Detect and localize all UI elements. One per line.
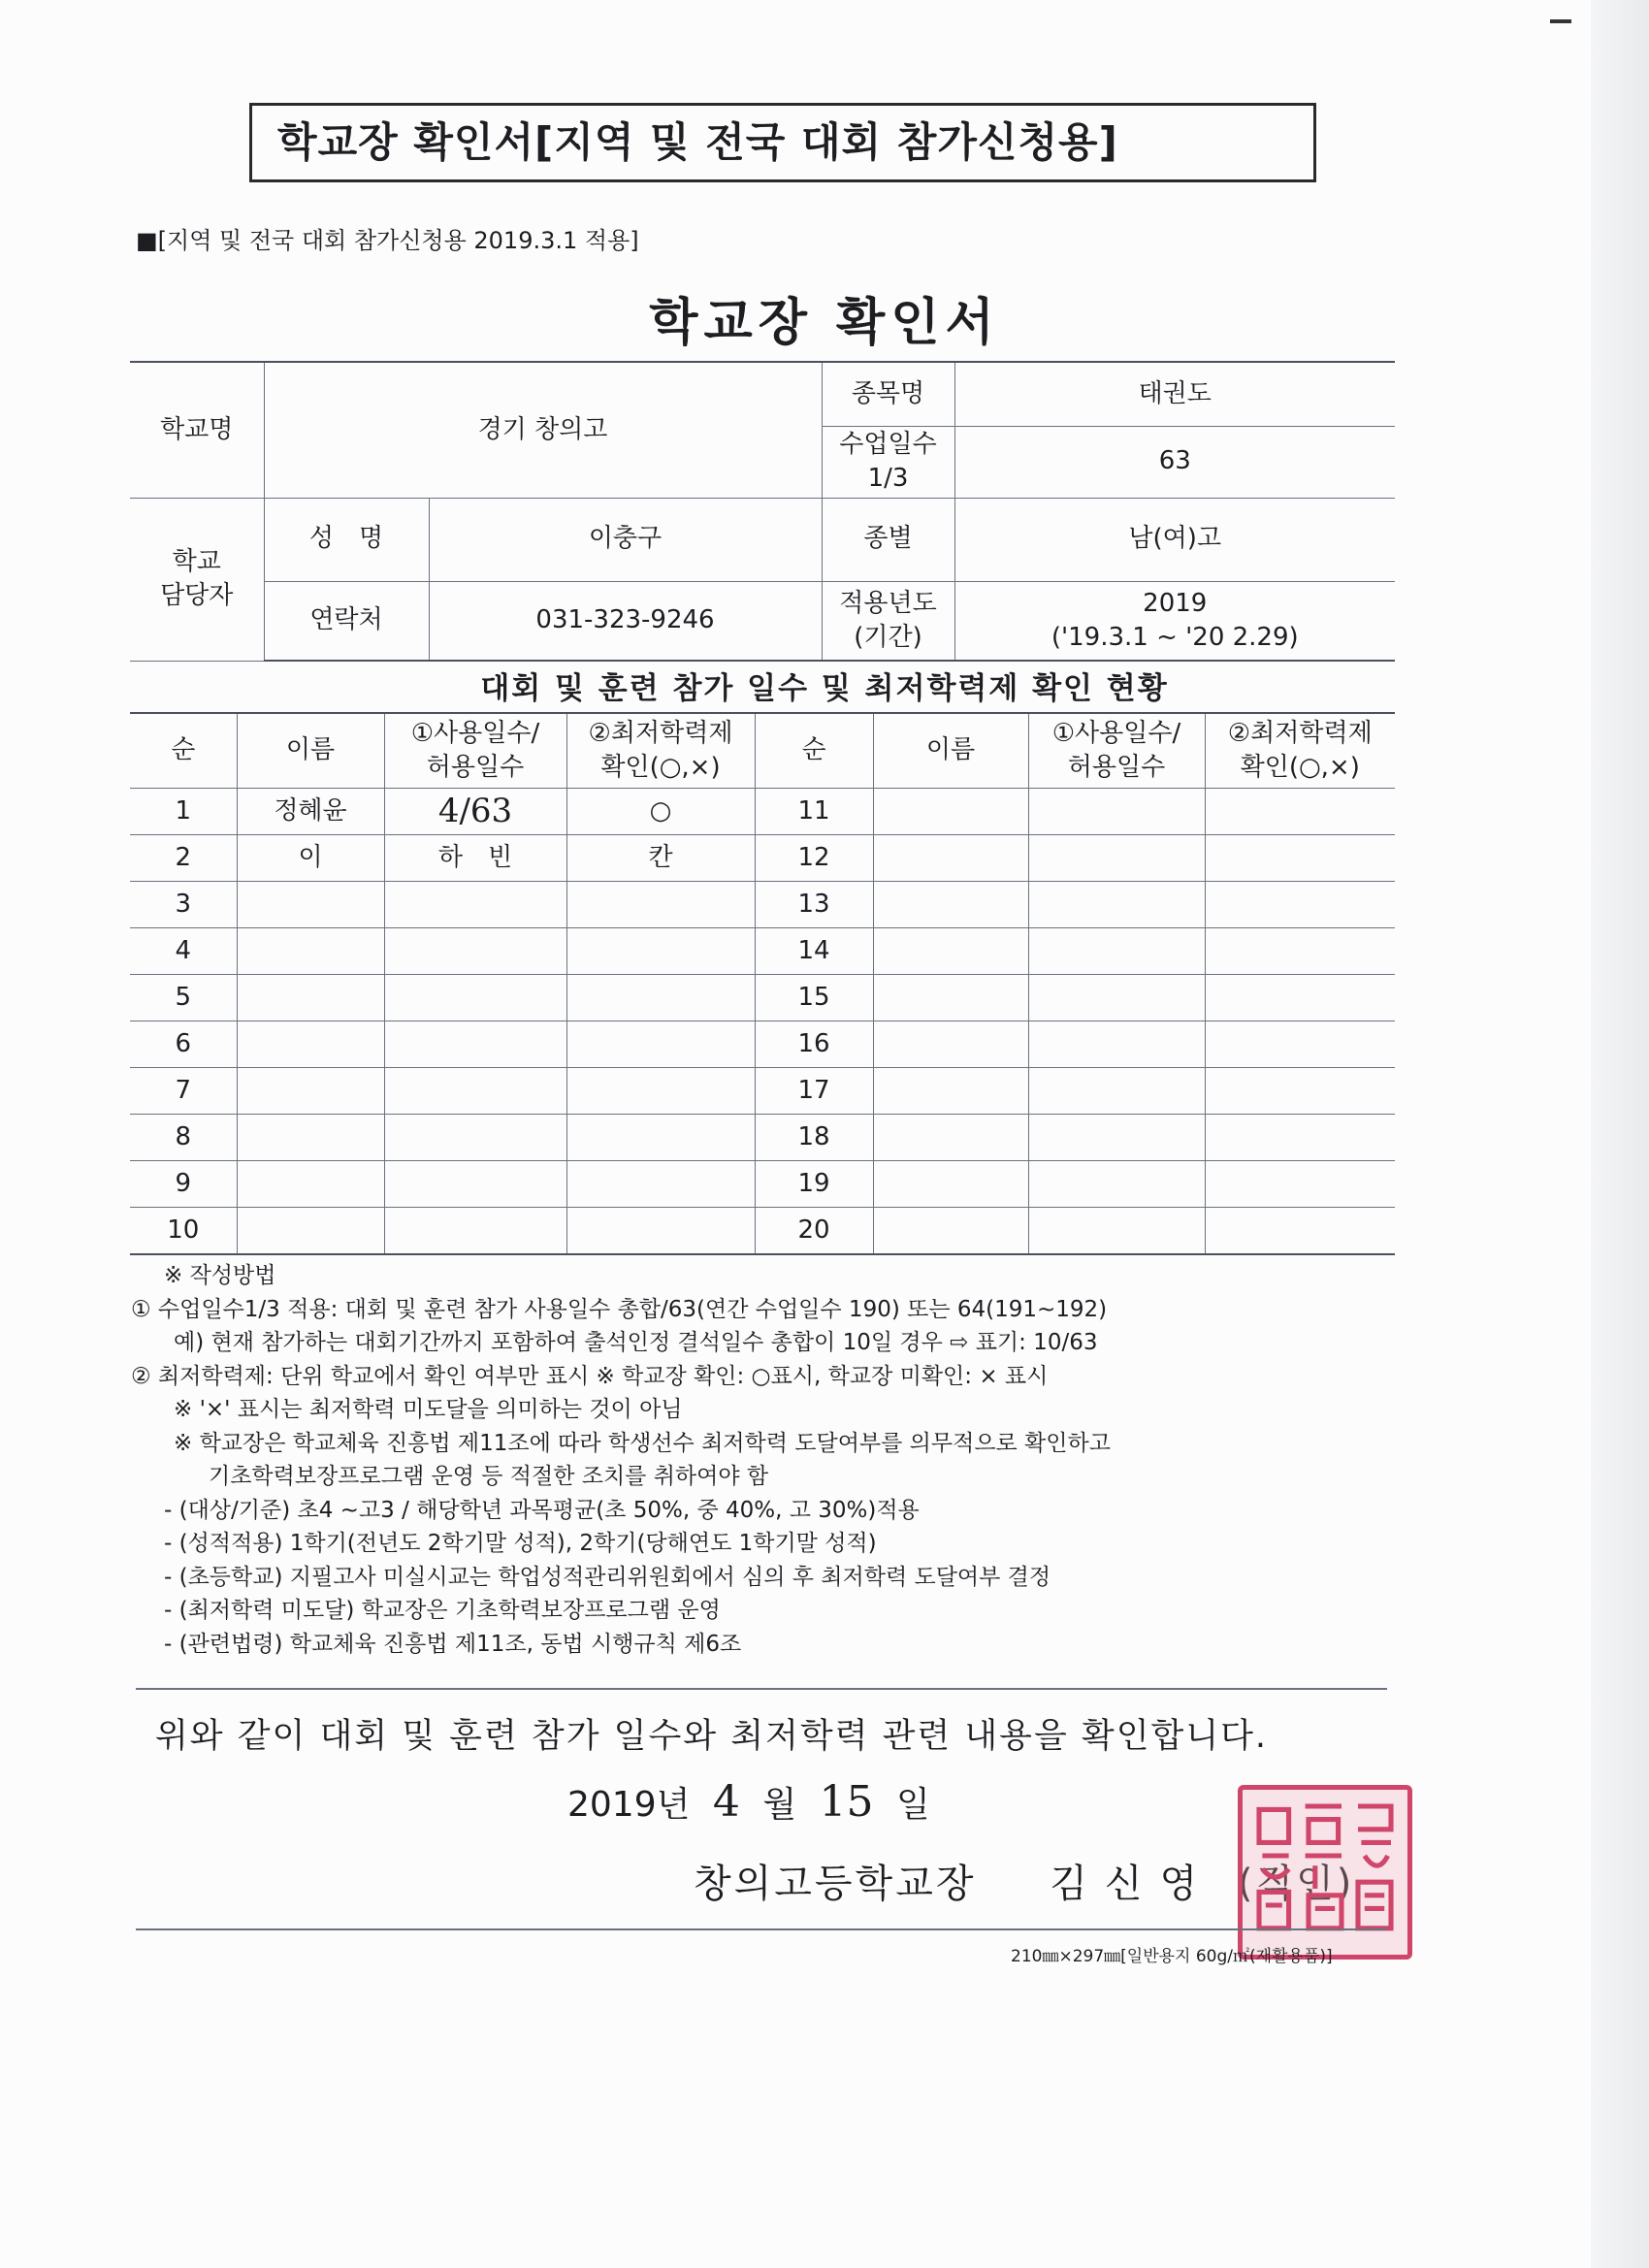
row-name — [873, 789, 1028, 835]
school-value: 경기 창의고 — [264, 362, 822, 498]
table-row — [130, 1068, 1395, 1115]
row-used-days — [1028, 1161, 1205, 1208]
row-check — [1205, 975, 1395, 1021]
notes-line: - (관련법령) 학교체육 진흥법 제11조, 동법 시행규칙 제6조 — [164, 1631, 742, 1657]
row-name — [237, 882, 384, 928]
contact-value: 031-323-9246 — [429, 581, 822, 661]
class-days-label-line2: 1/3 — [867, 464, 909, 493]
row-no: 8 — [130, 1115, 237, 1161]
gender-value: 남(여)고 — [954, 498, 1395, 581]
row-used-days — [1028, 1208, 1205, 1255]
row-check — [566, 1068, 755, 1115]
header-min-academic-right — [1205, 713, 1395, 789]
row-check — [566, 1208, 755, 1255]
row-no: 7 — [130, 1068, 237, 1115]
row-check — [1205, 1161, 1395, 1208]
class-days-label-line1: 수업일수 — [839, 429, 937, 459]
bottom-divider — [136, 1928, 1387, 1930]
row-check — [1205, 789, 1395, 835]
row-name — [873, 882, 1028, 928]
row-name — [873, 1115, 1028, 1161]
school-seal-icon — [1238, 1785, 1412, 1960]
row-name — [237, 1208, 384, 1255]
row-no: 18 — [755, 1115, 873, 1161]
header-min-academic-line2: 확인(○,×) — [1240, 753, 1360, 782]
date-day-label: 일 — [896, 1785, 930, 1825]
header-no-left: 순 — [130, 713, 237, 789]
manager-label-line1: 학교 — [172, 546, 221, 576]
row-used-days — [384, 1068, 566, 1115]
row-check — [1205, 1021, 1395, 1068]
header-used-days-line2: 허용일수 — [426, 753, 525, 782]
row-no: 11 — [755, 789, 873, 835]
divider — [136, 1688, 1387, 1690]
row-used-days — [384, 1161, 566, 1208]
row-no: 3 — [130, 882, 237, 928]
sport-label: 종목명 — [822, 362, 954, 426]
row-name: 정혜윤 — [237, 789, 384, 835]
row-check — [566, 882, 755, 928]
table-row — [130, 1021, 1395, 1068]
manager-label-line2: 담당자 — [160, 581, 234, 610]
date-day-value: 15 — [819, 1777, 874, 1827]
table-row — [130, 928, 1395, 975]
row-name: 이 — [237, 835, 384, 882]
row-check — [566, 1115, 755, 1161]
row-used-days — [384, 1208, 566, 1255]
row-no: 13 — [755, 882, 873, 928]
year-value-line2: ('19.3.1 ~ '20 2.29) — [1051, 622, 1299, 652]
row-check — [566, 975, 755, 1021]
row-no: 5 — [130, 975, 237, 1021]
school-label: 학교명 — [130, 362, 264, 498]
row-no: 4 — [130, 928, 237, 975]
name-label: 성 명 — [264, 498, 429, 581]
row-used-days — [1028, 975, 1205, 1021]
row-no: 2 — [130, 835, 237, 882]
header-min-academic-line1: ②최저학력제 — [1227, 718, 1373, 748]
row-check — [1205, 1208, 1395, 1255]
row-check — [1205, 835, 1395, 882]
principal-name: 김신영 — [1050, 1862, 1215, 1906]
header-name-right: 이름 — [873, 713, 1028, 789]
section-title: 대회 및 훈련 참가 일수 및 최저학력제 확인 현황 — [480, 671, 1169, 706]
year-label-line1: 적용년도 — [839, 588, 937, 618]
row-no: 20 — [755, 1208, 873, 1255]
row-used-days — [1028, 835, 1205, 882]
row-no: 19 — [755, 1161, 873, 1208]
row-check — [1205, 1068, 1395, 1115]
row-no: 12 — [755, 835, 873, 882]
header-no-right: 순 — [755, 713, 873, 789]
row-name — [873, 928, 1028, 975]
row-name — [237, 1068, 384, 1115]
row-used-days — [1028, 882, 1205, 928]
manager-label — [130, 498, 264, 661]
row-name — [237, 1021, 384, 1068]
row-check — [1205, 1115, 1395, 1161]
row-no: 1 — [130, 789, 237, 835]
row-used-days — [384, 928, 566, 975]
row-used-days — [1028, 1068, 1205, 1115]
principal-title: 창의고등학교장 — [694, 1862, 977, 1906]
row-check — [566, 928, 755, 975]
row-name — [237, 1161, 384, 1208]
notes-line: 예) 현재 참가하는 대회기간까지 포함하여 출석인정 결석일수 총합이 10일 경우 ⇨ 표기: 10/63 — [174, 1330, 1098, 1355]
table-row — [130, 1161, 1395, 1208]
row-check — [566, 1161, 755, 1208]
gender-label: 종별 — [822, 498, 954, 581]
date-month-value: 4 — [712, 1777, 740, 1827]
row-used-days — [1028, 1115, 1205, 1161]
row-no: 14 — [755, 928, 873, 975]
row-name — [873, 1068, 1028, 1115]
main-title: 학교장 확인서 — [649, 294, 1000, 352]
date — [567, 1777, 930, 1827]
row-no: 16 — [755, 1021, 873, 1068]
table-row — [130, 882, 1395, 928]
row-used-days — [1028, 789, 1205, 835]
header-min-academic-line1: ②최저학력제 — [588, 718, 733, 748]
row-name — [873, 1021, 1028, 1068]
row-no: 9 — [130, 1161, 237, 1208]
row-used-days — [384, 975, 566, 1021]
header-used-days-right — [1028, 713, 1205, 789]
row-name — [873, 1161, 1028, 1208]
subtitle: ■[지역 및 전국 대회 참가신청용 2019.3.1 적용] — [136, 227, 639, 254]
row-name — [873, 975, 1028, 1021]
year-value-line1: 2019 — [1143, 588, 1208, 618]
row-check: 칸 — [566, 835, 755, 882]
notes-line: - (대상/기준) 초4 ~고3 / 해당학년 과목평균(초 50%, 중 40%, 고 30%)적용 — [164, 1497, 920, 1523]
paper-spec: 210㎜×297㎜[일반용지 60g/㎡(재활용품)] — [1011, 1947, 1333, 1966]
row-name — [237, 975, 384, 1021]
header-name-left: 이름 — [237, 713, 384, 789]
row-used-days — [1028, 928, 1205, 975]
row-name — [237, 1115, 384, 1161]
row-no: 17 — [755, 1068, 873, 1115]
class-days-label — [822, 426, 954, 498]
contact-label: 연락처 — [264, 581, 429, 661]
header-used-days-line2: 허용일수 — [1067, 753, 1166, 782]
table-row — [130, 1208, 1395, 1255]
year-value — [954, 581, 1395, 661]
header-used-days-left — [384, 713, 566, 789]
row-used-days: 하 빈 — [384, 835, 566, 882]
table-row — [130, 789, 1395, 835]
confirm-text: 위와 같이 대회 및 훈련 참가 일수와 최저학력 관련 내용을 확인합니다. — [155, 1717, 1269, 1756]
row-name — [873, 835, 1028, 882]
date-month-label: 월 — [762, 1785, 797, 1825]
notes — [131, 1259, 1402, 1661]
row-used-days — [384, 1021, 566, 1068]
notes-line: ① 수업일수1/3 적용: 대회 및 훈련 참가 사용일수 총합/63(연간 수업일수 190) 또는 64(191~192) — [131, 1296, 1108, 1322]
year-label-line2: (기간) — [854, 622, 922, 652]
table-row — [130, 1115, 1395, 1161]
row-check: ○ — [566, 789, 755, 835]
class-days-value: 63 — [954, 426, 1395, 498]
notes-line: ② 최저학력제: 단위 학교에서 확인 여부만 표시 ※ 학교장 확인: ○표시, 학교장 미확인: × 표시 — [131, 1363, 1049, 1389]
table-row — [130, 975, 1395, 1021]
row-no: 15 — [755, 975, 873, 1021]
info-table — [130, 361, 1395, 662]
notes-line: ※ 학교장은 학교체육 진흥법 제11조에 따라 학생선수 최저학력 도달여부를 의무적으로 확인하고 — [174, 1430, 1111, 1456]
header-box-title: 학교장 확인서[지역 및 전국 대회 참가신청용] — [249, 103, 1316, 182]
header-used-days-line1: ①사용일수/ — [1051, 718, 1181, 748]
row-check — [1205, 928, 1395, 975]
row-name — [237, 928, 384, 975]
row-check — [1205, 882, 1395, 928]
year-label — [822, 581, 954, 661]
table-row — [130, 835, 1395, 882]
date-year: 2019년 — [567, 1785, 691, 1825]
row-used-days — [1028, 1021, 1205, 1068]
seal-word: (직인) — [1237, 1862, 1355, 1906]
notes-line: ※ '×' 표시는 최저학력 미도달을 의미하는 것이 아님 — [174, 1397, 683, 1422]
row-check — [566, 1021, 755, 1068]
notes-line: - (성적적용) 1학기(전년도 2학기말 성적), 2학기(당해연도 1학기말 성적) — [164, 1531, 877, 1556]
sport-value: 태권도 — [954, 362, 1395, 426]
top-mark — [1550, 19, 1571, 23]
row-no: 10 — [130, 1208, 237, 1255]
notes-line: - (초등학교) 지필고사 미실시교는 학업성적관리위원회에서 심의 후 최저학력 도달여부 결정 — [164, 1564, 1051, 1590]
notes-line: - (최저학력 미도달) 학교장은 기초학력보장프로그램 운영 — [164, 1598, 721, 1623]
status-table — [130, 712, 1395, 1255]
header-min-academic-line2: 확인(○,×) — [600, 753, 721, 782]
row-used-days: 4/63 — [384, 789, 566, 835]
header-used-days-line1: ①사용일수/ — [410, 718, 540, 748]
header-min-academic-left — [566, 713, 755, 789]
row-used-days — [384, 882, 566, 928]
row-no: 6 — [130, 1021, 237, 1068]
name-value: 이충구 — [429, 498, 822, 581]
row-used-days — [384, 1115, 566, 1161]
notes-heading: ※ 작성방법 — [164, 1263, 276, 1288]
notes-line: 기초학력보장프로그램 운영 등 적절한 조치를 취하여야 함 — [209, 1464, 769, 1489]
row-name — [873, 1208, 1028, 1255]
